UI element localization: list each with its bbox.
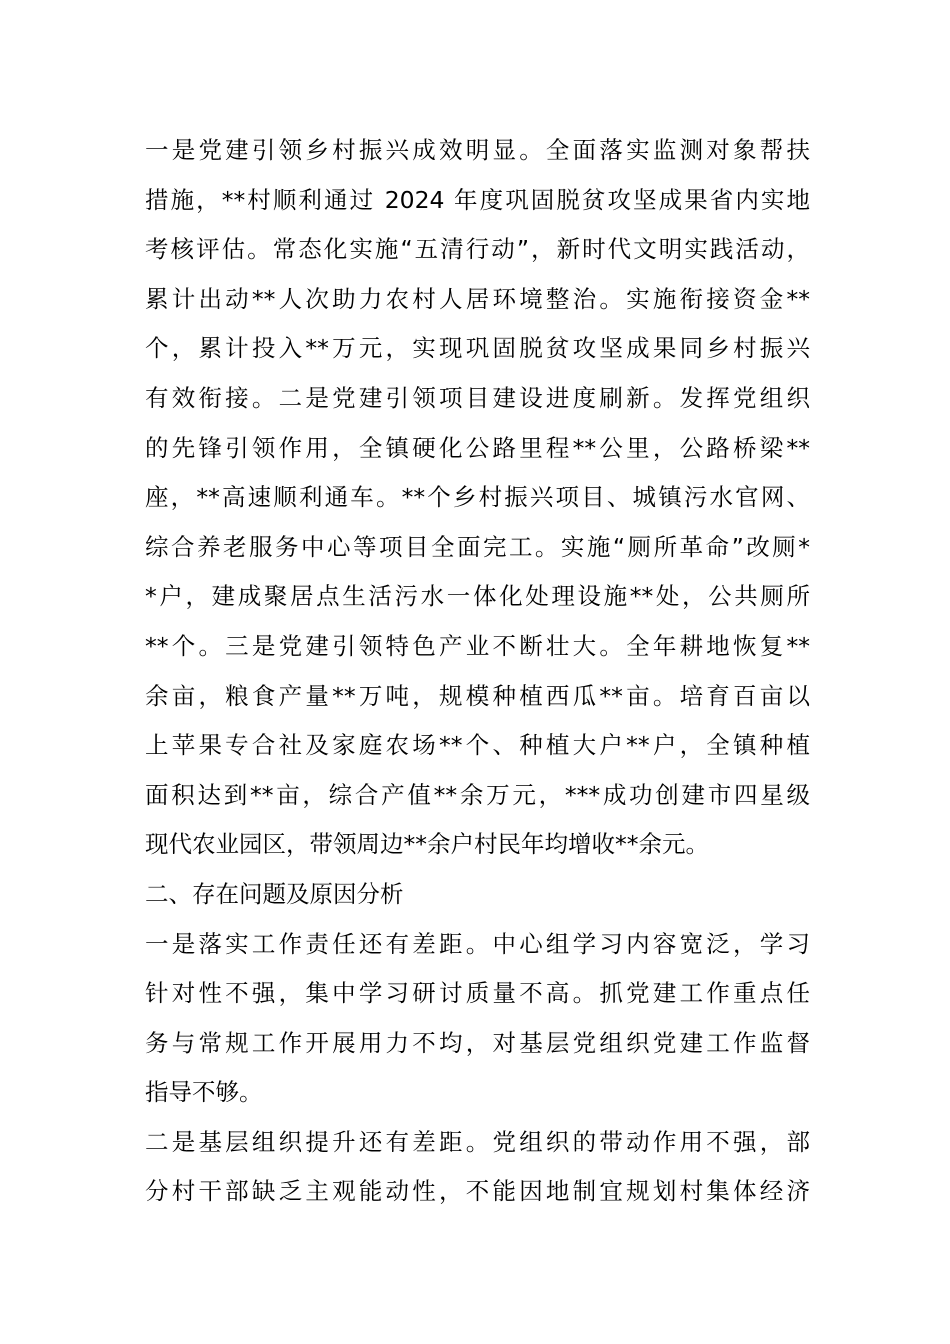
document-body (145, 126, 810, 1217)
body-line: 综合养老服务中心等项目全面完工。实施“厕所革命”改厕* (145, 532, 810, 561)
body-line: 分村干部缺乏主观能动性，不能因地制宜规划村集体经济 (145, 1177, 810, 1206)
body-line: 考核评估。常态化实施“五清行动”，新时代文明实践活动， (145, 235, 810, 264)
body-line: 指导不够。 (145, 1078, 263, 1107)
body-line: 累计出动**人次助力农村人居环境整治。实施衔接资金** (145, 284, 810, 313)
body-line: 务与常规工作开展用力不均，对基层党组织党建工作监督 (145, 1028, 810, 1057)
body-line: 余亩，粮食产量**万吨，规模种植西瓜**亩。培育百亩以 (145, 681, 810, 710)
body-line: 面积达到**亩，综合产值**余万元，***成功创建市四星级 (145, 780, 810, 809)
section-heading: 二、存在问题及原因分析 (145, 879, 404, 908)
body-line: 一是落实工作责任还有差距。中心组学习内容宽泛，学习 (145, 929, 810, 958)
body-line: 有效衔接。二是党建引领项目建设进度刷新。发挥党组织 (145, 383, 810, 412)
body-line: **个。三是党建引领特色产业不断壮大。全年耕地恢复** (145, 631, 810, 660)
body-line: 的先锋引领作用，全镇硬化公路里程**公里，公路桥梁** (145, 433, 810, 462)
body-line: 现代农业园区，带领周边**余户村民年均增收**余元。 (145, 830, 709, 859)
body-line: 针对性不强，集中学习研讨质量不高。抓党建工作重点任 (145, 979, 810, 1008)
body-line: *户，建成聚居点生活污水一体化处理设施**处，公共厕所 (145, 582, 810, 611)
body-line: 个，累计投入**万元，实现巩固脱贫攻坚成果同乡村振兴 (145, 334, 810, 363)
body-line: 座，**高速顺利通车。**个乡村振兴项目、城镇污水官网、 (145, 483, 810, 512)
body-line: 二是基层组织提升还有差距。党组织的带动作用不强，部 (145, 1127, 810, 1156)
body-line: 上苹果专合社及家庭农场**个、种植大户**户，全镇种植 (145, 731, 810, 760)
body-line: 一是党建引领乡村振兴成效明显。全面落实监测对象帮扶 (145, 136, 810, 164)
body-line: 措施，**村顺利通过 2024 年度巩固脱贫攻坚成果省内实地 (145, 185, 810, 214)
